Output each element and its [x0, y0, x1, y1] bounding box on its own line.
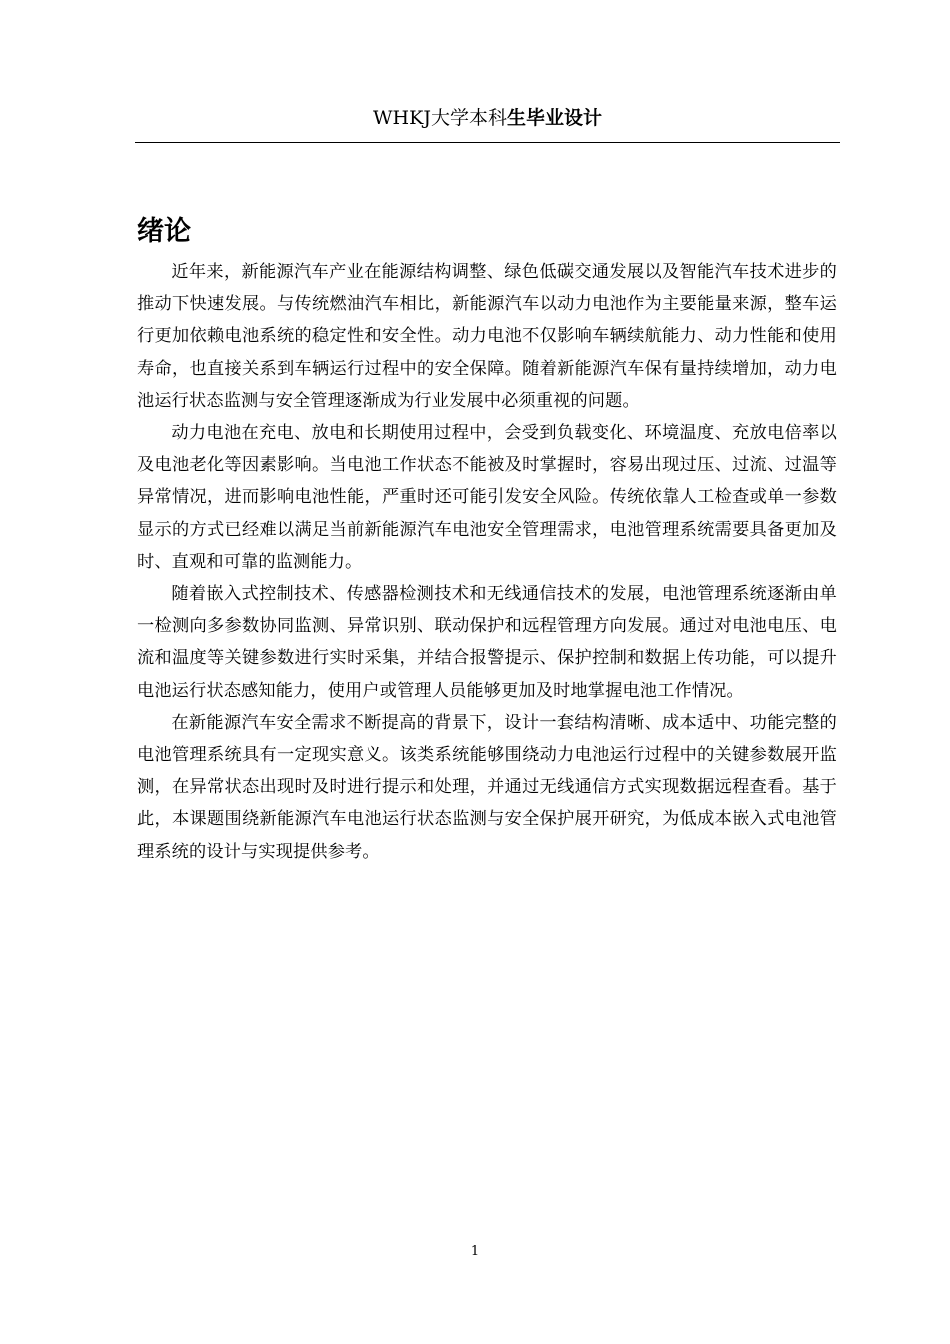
- paragraph-4: 在新能源汽车安全需求不断提高的背景下，设计一套结构清晰、成本适中、功能完整的电池管理系统具有一定现实意义。该类系统能够围绕动力电池运行过程中的关键参数展开监测，在异常状态出现时及时进行提示和处理，并通过无线通信方式实现数据远程查看。基于此，本课题围绕新能源汽车电池运行状态监测与安全保护展开研究，为低成本嵌入式电池管理系统的设计与实现提供参考。: [137, 712, 837, 862]
- header-title-part1: WHKJ大学本科: [373, 107, 507, 129]
- page-number: 1: [470, 1244, 480, 1259]
- header-title: [373, 103, 602, 133]
- paragraph-1: 近年来，新能源汽车产业在能源结构调整、绿色低碳交通发展以及智能汽车技术进步的推动下快速发展。与传统燃油汽车相比，新能源汽车以动力电池作为主要能量来源，整车运行更加依赖电池系统的稳定性和安全性。动力电池不仅影响车辆续航能力、动力性能和使用寿命，也直接关系到车辆运行过程中的安全保障。随着新能源汽车保有量持续增加，动力电池运行状态监测与安全管理逐渐成为行业发展中必须重视的问题。: [137, 262, 837, 411]
- paragraph-2: 动力电池在充电、放电和长期使用过程中，会受到负载变化、环境温度、充放电倍率以及电池老化等因素影响。当电池工作状态不能被及时掌握时，容易出现过压、过流、过温等异常情况，进而影响电池性能，严重时还可能引发安全风险。传统依靠人工检查或单一参数显示的方式已经难以满足当前新能源汽车电池安全管理需求，电池管理系统需要具备更加及时、直观和可靠的监测能力。: [137, 423, 837, 572]
- section-title: 绪论: [137, 216, 191, 247]
- body-text: [137, 256, 837, 868]
- header-divider: [135, 142, 840, 143]
- page-header: [135, 103, 840, 139]
- header-title-part2: 生毕业设计: [506, 107, 602, 129]
- paragraph-3: 随着嵌入式控制技术、传感器检测技术和无线通信技术的发展，电池管理系统逐渐由单一检测向多参数协同监测、异常识别、联动保护和远程管理方向发展。通过对电池电压、电流和温度等关键参数进行实时采集，并结合报警提示、保护控制和数据上传功能，可以提升电池运行状态感知能力，使用户或管理人员能够更加及时地掌握电池工作情况。: [137, 584, 837, 701]
